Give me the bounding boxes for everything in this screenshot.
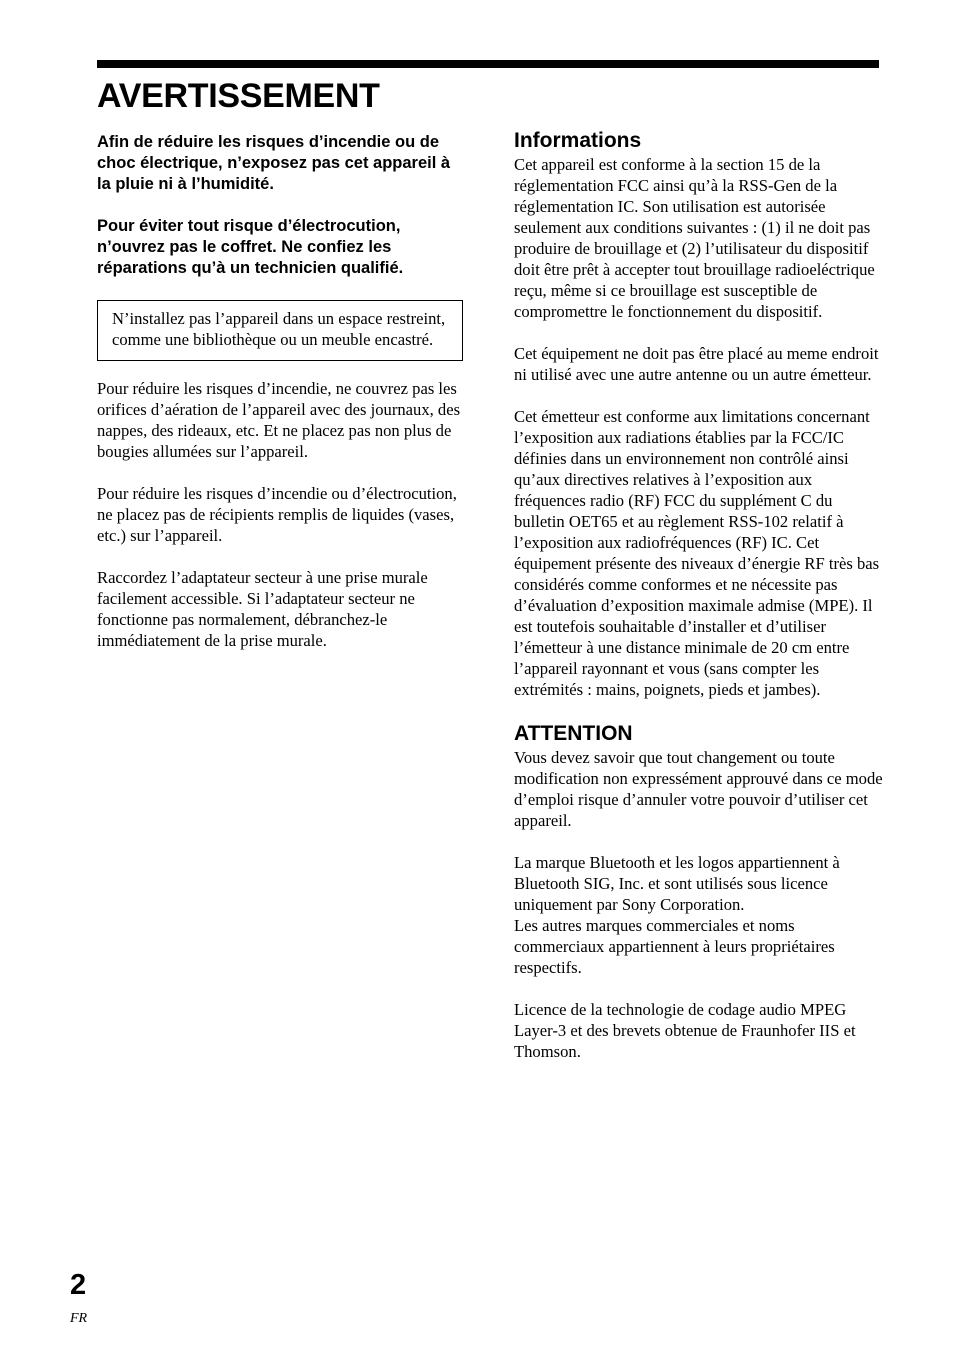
- liquids-paragraph: Pour réduire les risques d’incendie ou d’électrocution, ne placez pas de récipients remplis de liquides (vases, etc.) sur l’appareil.: [97, 484, 457, 545]
- installation-notice-text: N’installez pas l’appareil dans un espace restreint, comme une bibliothèque ou un meuble encastré.: [112, 309, 446, 349]
- right-column: [514, 128, 884, 1083]
- page-title: AVERTISSEMENT: [97, 77, 380, 115]
- trademarks-paragraph: Les autres marques commerciales et noms commerciaux appartiennent à leurs propriétaires respectifs.: [514, 916, 835, 977]
- warning-moisture: Afin de réduire les risques d’incendie ou de choc électrique, n’exposez pas cet appareil à la pluie ni à l’humidité.: [97, 133, 451, 193]
- adapter-paragraph: Raccordez l’adaptateur secteur à une prise murale facilement accessible. Si l’adaptateur secteur ne fonctionne pas normalement, débranchez-le immédiatement de la prise murale.: [97, 568, 428, 650]
- attention-paragraph: Vous devez savoir que tout changement ou toute modification non expressément approuvé dans ce mode d’emploi risque d’annuler votre pouvoir d’utiliser cet appareil.: [514, 748, 883, 830]
- antenna-paragraph: Cet équipement ne doit pas être placé au meme endroit ni utilisé avec une autre antenne ou un autre émetteur.: [514, 344, 879, 384]
- warning-electrocution: Pour éviter tout risque d’électrocution, n’ouvrez pas le coffret. Ne confiez les réparations qu’à un technicien qualifié.: [97, 217, 404, 277]
- informations-heading: Informations: [514, 129, 642, 152]
- page-number: 2: [70, 1269, 87, 1301]
- attention-heading: ATTENTION: [514, 722, 633, 745]
- ventilation-paragraph: Pour réduire les risques d’incendie, ne couvrez pas les orifices d’aération de l’appareil avec des journaux, des nappes, des rideaux, etc. Et ne placez pas non plus de bougies allumées sur l’appareil.: [97, 379, 461, 461]
- left-column: [97, 132, 463, 672]
- title-rule: [97, 60, 879, 68]
- language-code: FR: [70, 1311, 88, 1326]
- bluetooth-paragraph: La marque Bluetooth et les logos appartiennent à Bluetooth SIG, Inc. et sont utilisés sous licence uniquement par Sony Corporation.: [514, 853, 840, 914]
- mpeg-license-paragraph: Licence de la technologie de codage audio MPEG Layer-3 et des brevets obtenue de Fraunhofer IIS et Thomson.: [514, 1000, 856, 1061]
- rf-exposure-paragraph: Cet émetteur est conforme aux limitations concernant l’exposition aux radiations établies par la FCC/IC définies dans un environnement non contrôlé ainsi qu’aux directives relatives à l’exposition aux fréquences radio (RF) FCC du supplément C du bulletin OET65 et au règlement RSS-102 relatif à l’exposition aux radiofréquences (RF) IC. Cet équipement présente des niveaux d’énergie RF très bas considérés comme conformes et ne nécessite pas d’évaluation d’exposition maximale admise (MPE). Il est toutefois souhaitable d’installer et d’utiliser l’émetteur à une distance minimale de 20 cm entre l’appareil rayonnant et vous (sans compter les extrémités : mains, poignets, pieds et jambes).: [514, 407, 880, 699]
- installation-notice-box: [97, 300, 463, 361]
- fcc-compliance-paragraph: Cet appareil est conforme à la section 15 de la réglementation FCC ainsi qu’à la RSS-Gen de la réglementation IC. Son utilisation est autorisée seulement aux conditions suivantes : (1) il ne doit pas produire de brouillage et (2) l’utilisateur du dispositif doit être prêt à accepter tout brouillage radioeléctrique reçu, même si ce brouillage est susceptible de compromettre le fonctionnement du dispositif.: [514, 155, 875, 321]
